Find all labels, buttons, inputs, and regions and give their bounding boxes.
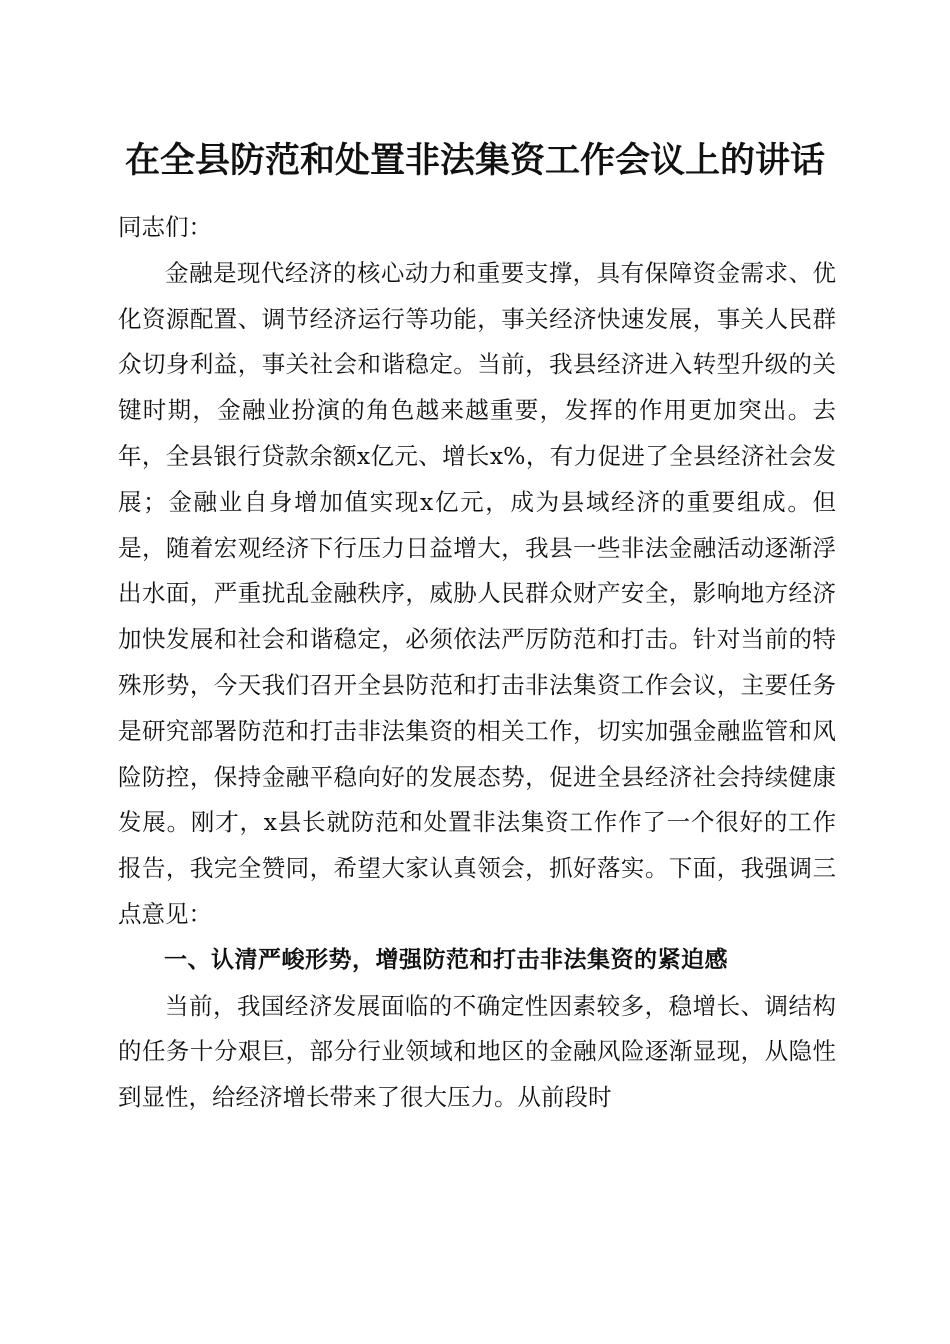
section-heading-1: 一、认清严峻形势，增强防范和打击非法集资的紧迫感 <box>164 946 728 973</box>
body-paragraph-2: 当前，我国经济发展面临的不确定性因素较多，稳增长、调结构的任务十分艰巨，部分行业领域和地区的金融风险逐渐显现，从隐性到显性，给经济增长带来了很大压力。从前段时 <box>118 991 836 1112</box>
body-paragraph-1: 金融是现代经济的核心动力和重要支撑，具有保障资金需求、优化资源配置、调节经济运行等功能，事关经济快速发展，事关人民群众切身利益，事关社会和谐稳定。当前，我县经济进入转型升级的关键时期，金融业扮演的角色越来越重要，发挥的作用更加突出。去年，全县银行贷款余额x亿元、增长x%，有力促进了全县经济社会发展；金融业自身增加值实现x亿元，成为县域经济的重要组成。但是，随着宏观经济下行压力日益增大，我县一些非法金融活动逐渐浮出水面，严重扰乱金融秩序，威胁人民群众财产安全，影响地方经济加快发展和社会和谐稳定，必须依法严厉防范和打击。针对当前的特殊形势，今天我们召开全县防范和打击非法集资工作会议，主要任务是研究部署防范和打击非法集资的相关工作，切实加强金融监管和风险防控，保持金融平稳向好的发展态势，促进全县经济社会持续健康发展。刚才，x县长就防范和处置非法集资工作作了一个很好的工作报告，我完全赞同，希望大家认真领会，抓好落实。下面，我强调三点意见： <box>118 258 836 928</box>
document-title: 在全县防范和处置非法集资工作会议上的讲话 <box>124 140 825 181</box>
document-body <box>118 205 836 1121</box>
salutation: 同志们： <box>118 213 212 241</box>
